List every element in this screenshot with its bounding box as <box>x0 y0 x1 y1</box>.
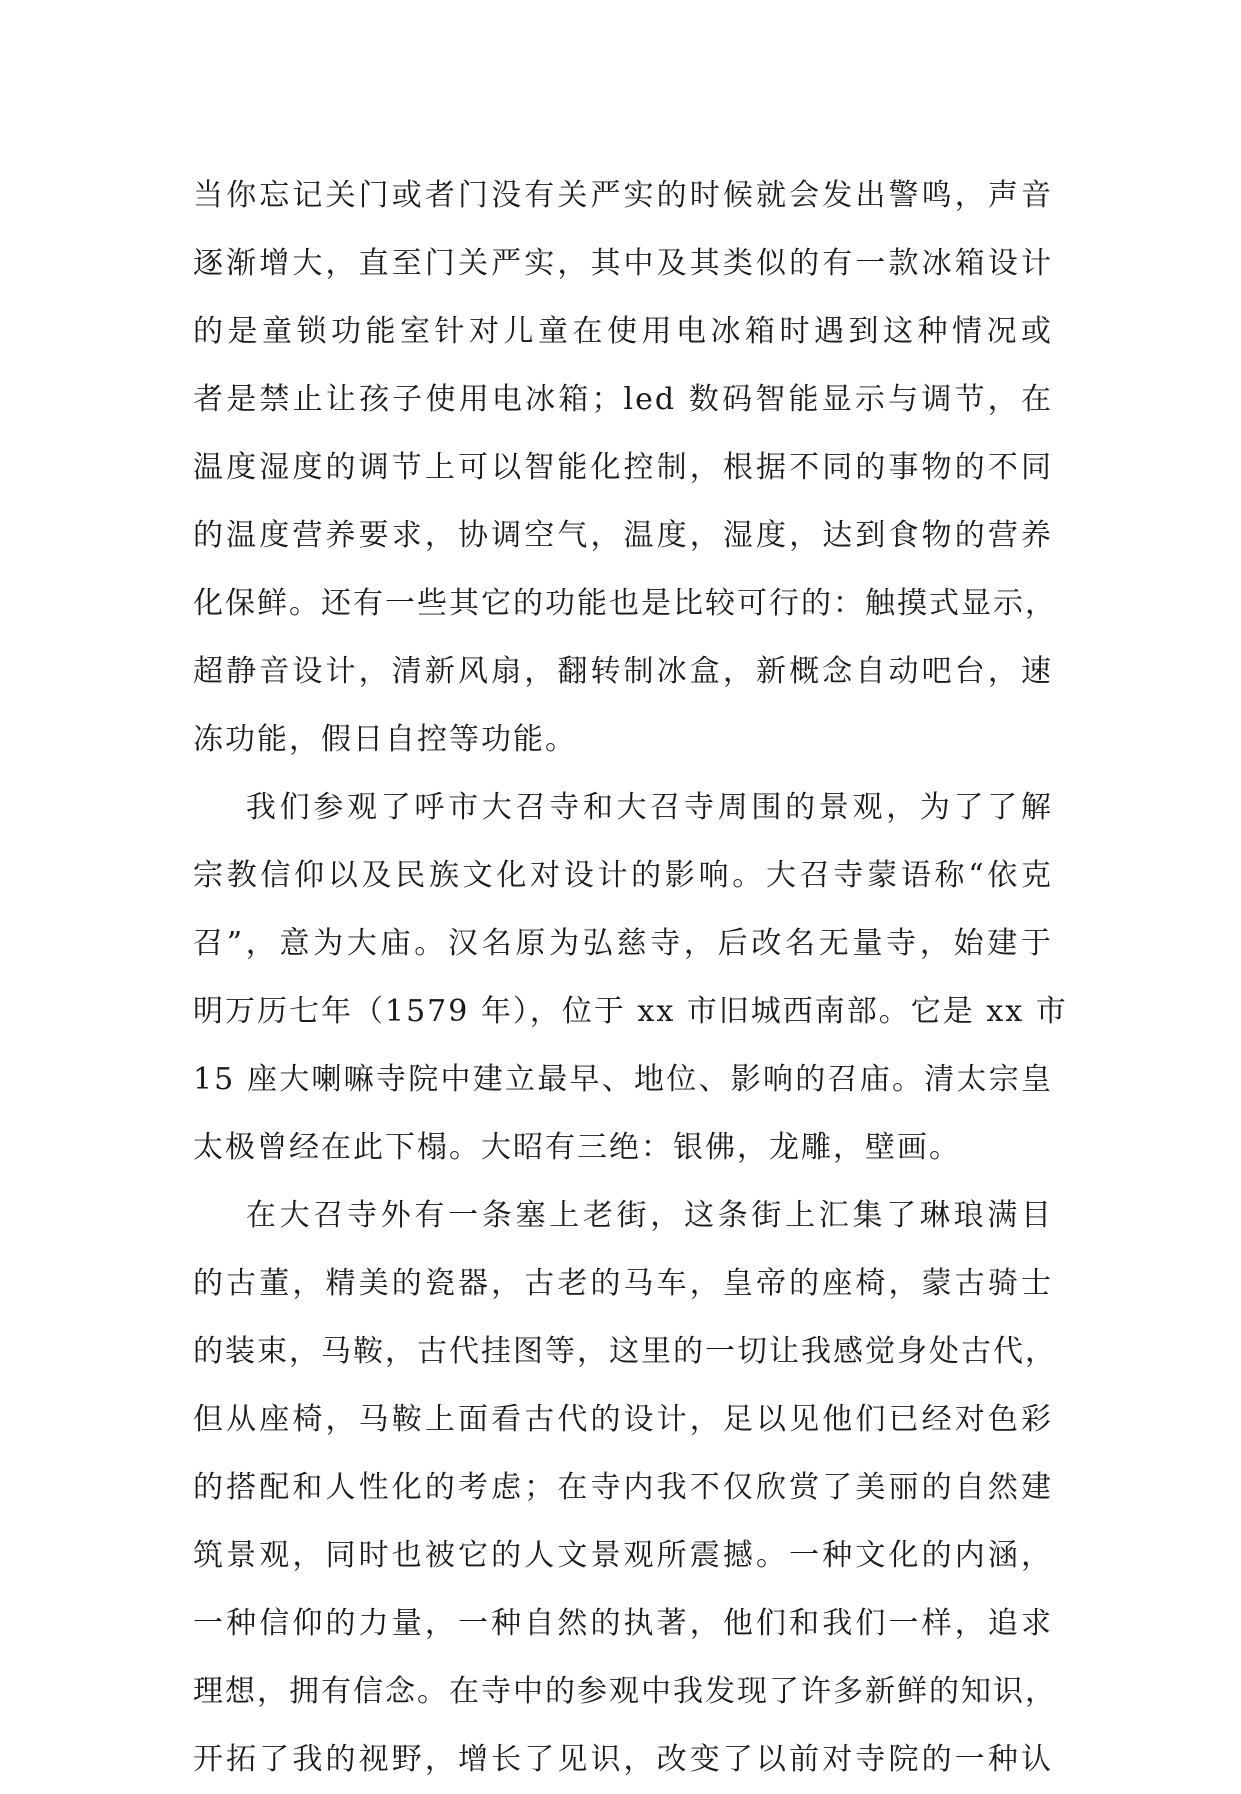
paragraph-2 <box>193 774 1068 1182</box>
text-line: 者是禁止让孩子使用电冰箱；led 数码智能显示与调节，在 <box>193 382 1053 417</box>
document-body <box>193 162 1068 1794</box>
text-line: 冻功能，假日自控等功能。 <box>193 722 577 757</box>
text-line: 的古董，精美的瓷器，古老的马车，皇帝的座椅，蒙古骑士 <box>193 1266 1053 1301</box>
text-line: 一种信仰的力量，一种自然的执著，他们和我们一样，追求 <box>193 1606 1053 1641</box>
text-line: 理想，拥有信念。在寺中的参观中我发现了许多新鲜的知识， <box>193 1674 1057 1709</box>
text-line: 太极曾经在此下榻。大昭有三绝：银佛，龙雕，壁画。 <box>193 1130 961 1165</box>
text-line: 逐渐增大，直至门关严实，其中及其类似的有一款冰箱设计 <box>193 246 1053 281</box>
text-line: 我们参观了呼市大召寺和大召寺周围的景观，为了了解 <box>193 790 1053 825</box>
text-line: 开拓了我的视野，增长了见识，改变了以前对寺院的一种认 <box>193 1742 1053 1777</box>
text-line: 筑景观，同时也被它的人文景观所震撼。一种文化的内涵， <box>193 1538 1053 1573</box>
text-line: 的搭配和人性化的考虑；在寺内我不仅欣赏了美丽的自然建 <box>193 1470 1053 1505</box>
text-line: 的温度营养要求，协调空气，温度，湿度，达到食物的营养 <box>193 518 1053 553</box>
text-line: 明万历七年（1579 年），位于 xx 市旧城西南部。它是 xx 市 <box>193 994 1068 1029</box>
text-line: 在大召寺外有一条塞上老街，这条街上汇集了琳琅满目 <box>193 1198 1053 1233</box>
text-line: 15 座大喇嘛寺院中建立最早、地位、影响的召庙。清太宗皇 <box>193 1062 1053 1097</box>
paragraph-1 <box>193 162 1057 774</box>
text-line: 召”，意为大庙。汉名原为弘慈寺，后改名无量寺，始建于 <box>193 926 1053 961</box>
text-line: 的是童锁功能室针对儿童在使用电冰箱时遇到这种情况或 <box>193 314 1053 349</box>
text-line: 化保鲜。还有一些其它的功能也是比较可行的：触摸式显示， <box>193 586 1057 621</box>
text-line: 当你忘记关门或者门没有关严实的时候就会发出警鸣，声音 <box>193 178 1053 213</box>
text-line: 超静音设计，清新风扇，翻转制冰盒，新概念自动吧台，速 <box>193 654 1053 689</box>
text-line: 但从座椅，马鞍上面看古代的设计，足以见他们已经对色彩 <box>193 1402 1053 1437</box>
text-line: 的装束，马鞍，古代挂图等，这里的一切让我感觉身处古代， <box>193 1334 1057 1369</box>
paragraph-3 <box>193 1182 1057 1794</box>
text-line: 温度湿度的调节上可以智能化控制，根据不同的事物的不同 <box>193 450 1053 485</box>
text-line: 宗教信仰以及民族文化对设计的影响。大召寺蒙语称“依克 <box>193 858 1053 893</box>
